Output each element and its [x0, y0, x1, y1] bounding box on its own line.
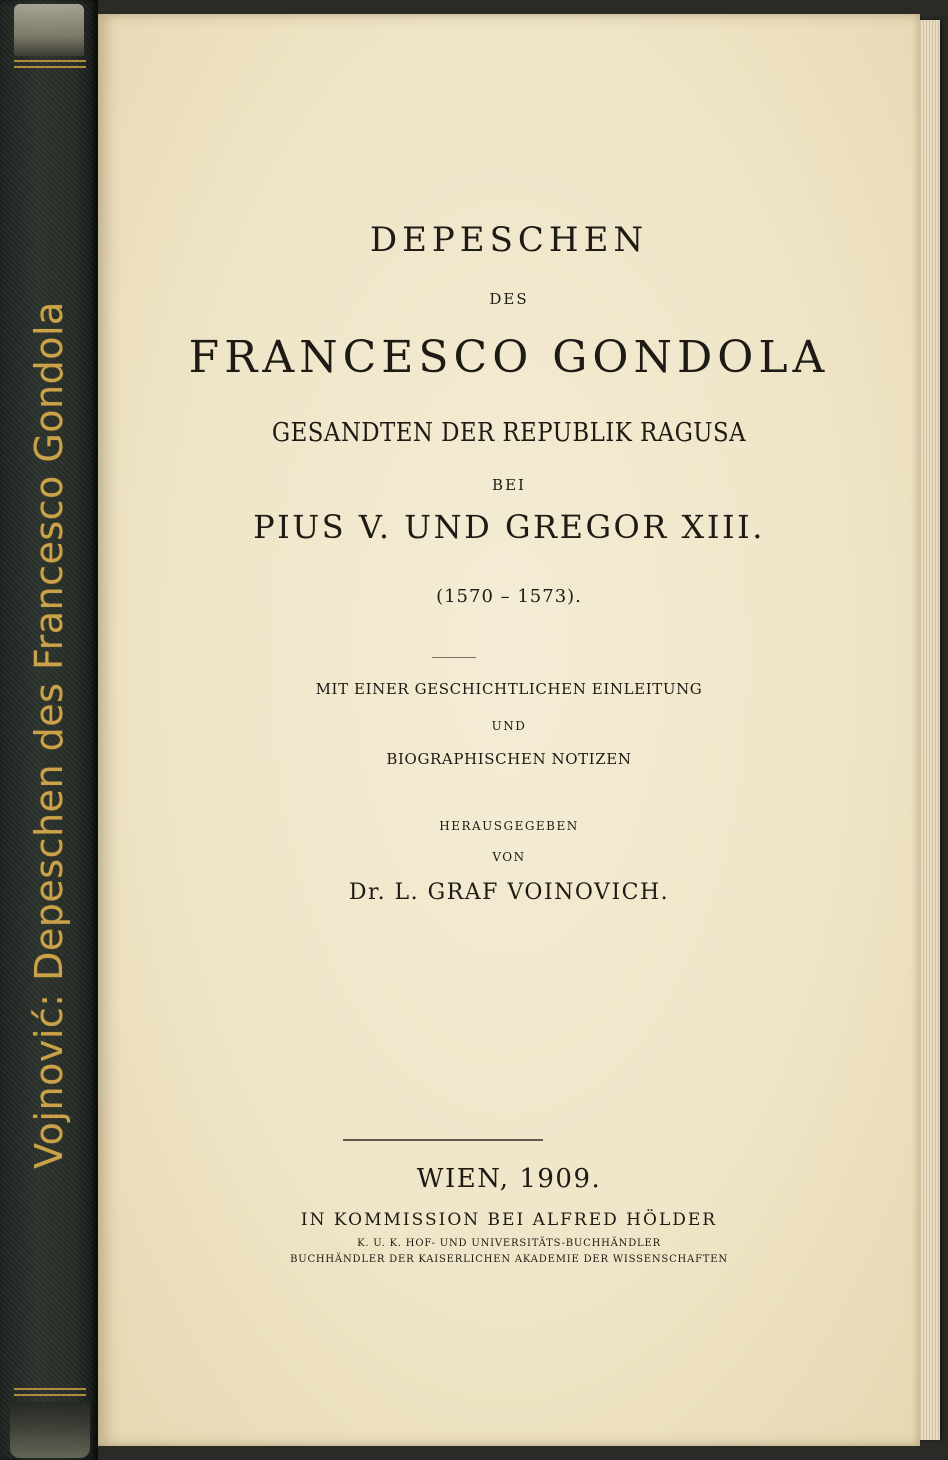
- spine-gilt-rule-bottom-2: [14, 1394, 86, 1396]
- intro-connector-und: UND: [491, 719, 527, 733]
- title-connector-bei: BEI: [492, 476, 526, 494]
- title-connector-des: DES: [489, 290, 529, 308]
- spine-gilt-rule-top-2: [14, 66, 86, 68]
- publisher-line-2: K. U. K. HOF- UND UNIVERSITÄTS-BUCHHÄNDLER: [357, 1238, 661, 1249]
- date-range: (1570 – 1573).: [436, 586, 582, 607]
- spine-gilt-rule-bottom: [14, 1388, 86, 1390]
- short-rule: [432, 657, 476, 658]
- editor-connector-von: VON: [492, 850, 526, 864]
- title-line-1: DEPESCHEN: [369, 220, 649, 260]
- intro-line-1: MIT EINER GESCHICHTLICHEN EINLEITUNG: [315, 680, 703, 698]
- place-year: WIEN, 1909.: [416, 1164, 602, 1194]
- intro-line-2: BIOGRAPHISCHEN NOTIZEN: [386, 750, 632, 768]
- imprint-rule: [343, 1139, 543, 1141]
- editor-label: HERAUSGEGEBEN: [439, 819, 579, 833]
- spine-worn-bottom: [10, 1402, 90, 1458]
- author-name: Dr. L. GRAF VOINOVICH.: [348, 880, 670, 905]
- book-spine: [0, 0, 98, 1460]
- spine-worn-top: [14, 4, 84, 56]
- spine-title: Vojnović: Depeschen des Francesco Gondola: [27, 301, 71, 1169]
- spine-gilt-rule-top: [14, 60, 86, 62]
- publisher-line-3: BUCHHÄNDLER DER KAISERLICHEN AKADEMIE DER WISSENSCHAFTEN: [290, 1254, 728, 1265]
- title-line-2: FRANCESCO GONDOLA: [188, 332, 830, 383]
- title-line-3: PIUS V. UND GREGOR XIII.: [253, 508, 765, 546]
- subtitle: GESANDTEN DER REPUBLIK RAGUSA: [271, 418, 747, 448]
- publisher-line-1: IN KOMMISSION BEI ALFRED HÖLDER: [300, 1210, 718, 1230]
- title-page: [98, 14, 920, 1446]
